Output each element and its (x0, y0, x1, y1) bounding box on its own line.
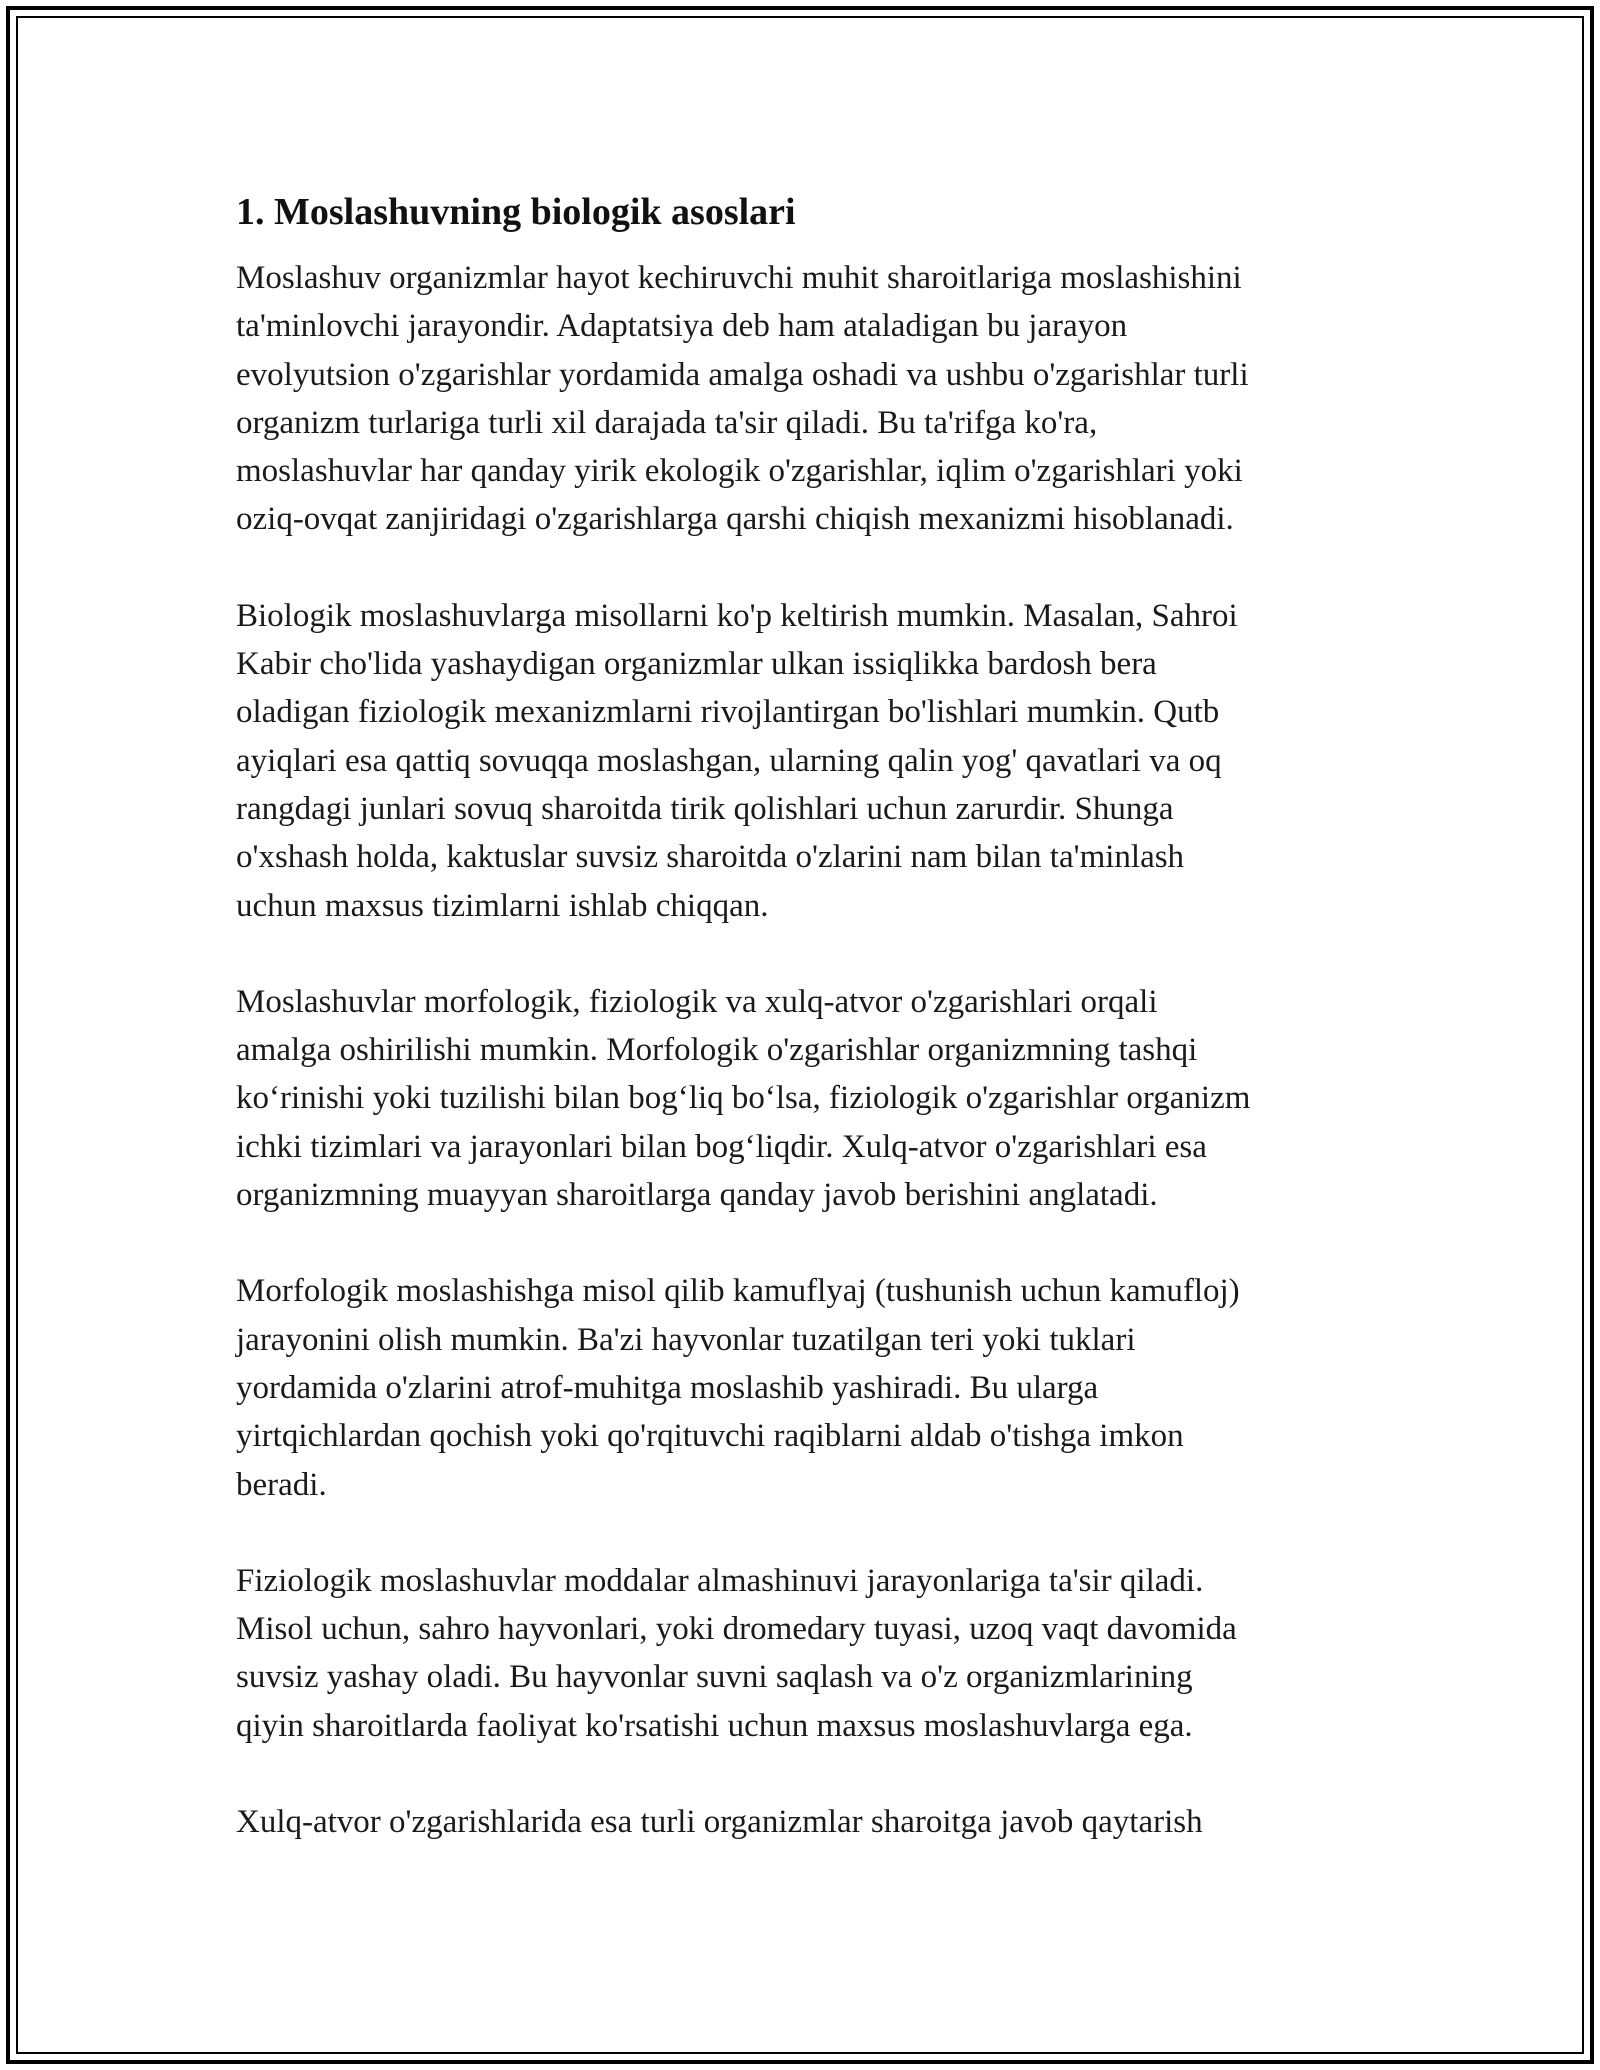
section-heading: 1. Moslashuvning biologik asoslari (236, 191, 796, 233)
text-line: rangdagi junlari sovuq sharoitda tirik qolishlari uchun zarurdir. Shunga (236, 790, 1174, 827)
text-line: organizm turlariga turli xil darajada ta'sir qiladi. Bu ta'rifga ko'ra, (236, 404, 1098, 441)
text-line: organizmning muayyan sharoitlarga qanday javob berishini anglatadi. (236, 1177, 1158, 1214)
text-line: Fiziologik moslashuvlar moddalar almashinuvi jarayonlariga ta'sir qiladi. (236, 1562, 1204, 1599)
text-line: ta'minlovchi jarayondir. Adaptatsiya deb ham ataladigan bu jarayon (236, 308, 1128, 345)
paragraph-4 (236, 1267, 1386, 1508)
text-line: ko‘rinishi yoki tuzilishi bilan bog‘liq bo‘lsa, fiziologik o'zgarishlar organizm (236, 1080, 1251, 1117)
paragraph-2 (236, 592, 1386, 930)
text-line: Kabir cho'lida yashaydigan organizmlar ulkan issiqlikka bardosh bera (236, 646, 1157, 683)
text-line: Morfologik moslashishga misol qilib kamuflyaj (tushunish uchun kamufloj) (236, 1273, 1240, 1310)
paragraph-1 (236, 254, 1386, 544)
document-body (236, 186, 1386, 1894)
text-line: Biologik moslashuvlarga misollarni ko'p keltirish mumkin. Masalan, Sahroi (236, 597, 1238, 634)
paragraph-5 (236, 1557, 1386, 1750)
text-line: moslashuvlar har qanday yirik ekologik o'zgarishlar, iqlim o'zgarishlari yoki (236, 453, 1243, 490)
text-line: yirtqichlardan qochish yoki qo'rqituvchi raqiblarni aldab o'tishga imkon (236, 1418, 1184, 1455)
text-line: suvsiz yashay oladi. Bu hayvonlar suvni saqlash va o'z organizmlarining (236, 1659, 1193, 1696)
text-line: evolyutsion o'zgarishlar yordamida amalga oshadi va ushbu o'zgarishlar turli (236, 356, 1249, 393)
text-line: ayiqlari esa qattiq sovuqqa moslashgan, ularning qalin yog' qavatlari va oq (236, 742, 1222, 779)
text-line: uchun maxsus tizimlarni ishlab chiqqan. (236, 887, 769, 924)
text-line: qiyin sharoitlarda faoliyat ko'rsatishi uchun maxsus moslashuvlarga ega. (236, 1707, 1193, 1744)
text-line: ichki tizimlari va jarayonlari bilan bog‘liqdir. Xulq-atvor o'zgarishlari esa (236, 1128, 1207, 1165)
text-line: oziq-ovqat zanjiridagi o'zgarishlarga qarshi chiqish mexanizmi hisoblanadi. (236, 501, 1234, 538)
text-line: Xulq-atvor o'zgarishlarida esa turli organizmlar sharoitga javob qaytarish (236, 1804, 1203, 1841)
text-line: beradi. (236, 1466, 327, 1503)
paragraph-6 (236, 1798, 1386, 1846)
text-line: yordamida o'zlarini atrof-muhitga moslashib yashiradi. Bu ularga (236, 1369, 1099, 1406)
text-line: amalga oshirilishi mumkin. Morfologik o'zgarishlar organizmning tashqi (236, 1032, 1198, 1069)
text-line: Moslashuvlar morfologik, fiziologik va xulq-atvor o'zgarishlari orqali (236, 983, 1158, 1020)
text-line: Moslashuv organizmlar hayot kechiruvchi muhit sharoitlariga moslashishini (236, 260, 1242, 296)
text-line: jarayonini olish mumkin. Ba'zi hayvonlar tuzatilgan teri yoki tuklari (236, 1321, 1136, 1358)
text-line: oladigan fiziologik mexanizmlarni rivojlantirgan bo'lishlari mumkin. Qutb (236, 694, 1220, 731)
text-line: Misol uchun, sahro hayvonlari, yoki dromedary tuyasi, uzoq vaqt davomida (236, 1611, 1237, 1648)
text-line: o'xshash holda, kaktuslar suvsiz sharoitda o'zlarini nam bilan ta'minlash (236, 839, 1185, 876)
paragraph-3 (236, 978, 1386, 1219)
